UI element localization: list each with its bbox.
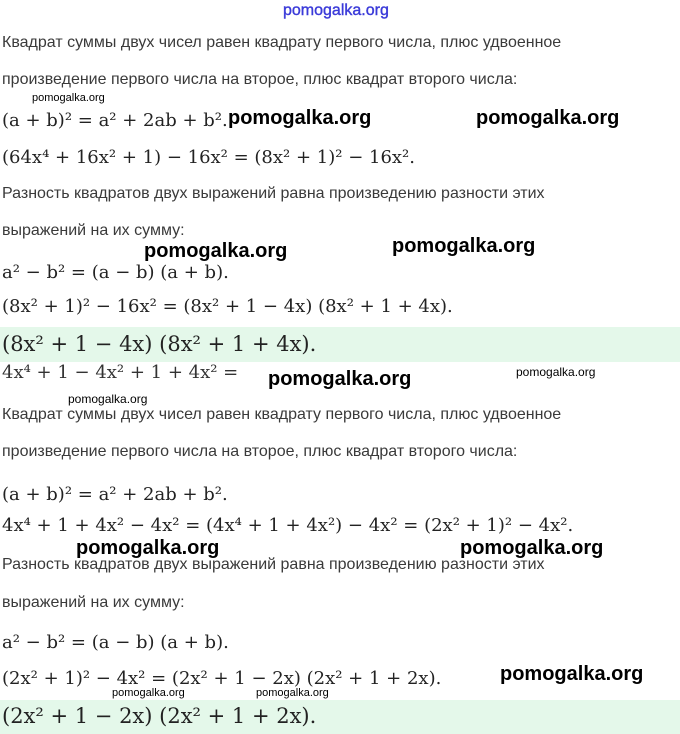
cut-off-line: 4x⁴ + 1 − 4x² + 1 + 4x² = [2,362,239,383]
expression-diff: (8x² + 1)² − 16x² = (8x² + 1 − 4x) (8x² + 1 + 4x). [2,296,453,317]
watermark: pomogalka.org [144,240,288,262]
formula-diff: a² − b² = (a − b) (a + b). [2,262,229,283]
watermark-small: pomogalka.org [516,365,596,379]
watermark: pomogalka.org [476,107,620,129]
expression-diff: (2x² + 1)² − 4x² = (2x² + 1 − 2x) (2x² + 1 + 2x). [2,668,442,689]
watermark-small: pomogalka.org [68,392,148,406]
expression: 4x⁴ + 1 + 4x² − 4x² = (4x⁴ + 1 + 4x²) − 4x² = (2x² + 1)² − 4x². [2,515,574,536]
rule-diff-text: Разность квадратов двух выражений равна произведению разности этих [2,185,545,202]
rule-diff-text-2: выражений на их сумму: [2,594,185,611]
rule-square-text-2: произведение первого числа на второе, плюс квадрат второго числа: [2,71,518,88]
rule-square-text: Квадрат суммы двух чисел равен квадрату первого числа, плюс удвоенное [2,406,562,423]
watermark: pomogalka.org [460,537,604,559]
rule-diff-text: Разность квадратов двух выражений равна произведению разности этих [2,556,545,573]
watermark-small: pomogalka.org [32,92,105,104]
watermark: pomogalka.org [500,663,644,685]
formula-square: (a + b)² = a² + 2ab + b². [2,484,228,505]
rule-square-text: Квадрат суммы двух чисел равен квадрату первого числа, плюс удвоенное [2,34,562,51]
expression: (64x⁴ + 16x² + 1) − 16x² = (8x² + 1)² − 16x². [2,147,415,168]
answer: (2x² + 1 − 2x) (2x² + 1 + 2x). [2,704,317,728]
formula-square: (a + b)² = a² + 2ab + b². [2,110,228,131]
rule-diff-text-2: выражений на их сумму: [2,222,185,239]
watermark-top: pomogalka.org [283,2,389,19]
watermark: pomogalka.org [76,537,220,559]
watermark: pomogalka.org [392,235,536,257]
answer: (8x² + 1 − 4x) (8x² + 1 + 4x). [2,332,317,356]
formula-diff: a² − b² = (a − b) (a + b). [2,632,229,653]
watermark-small: pomogalka.org [112,687,185,699]
watermark-small: pomogalka.org [256,687,329,699]
watermark: pomogalka.org [228,107,372,129]
rule-square-text-2: произведение первого числа на второе, плюс квадрат второго числа: [2,443,518,460]
watermark: pomogalka.org [268,368,412,390]
